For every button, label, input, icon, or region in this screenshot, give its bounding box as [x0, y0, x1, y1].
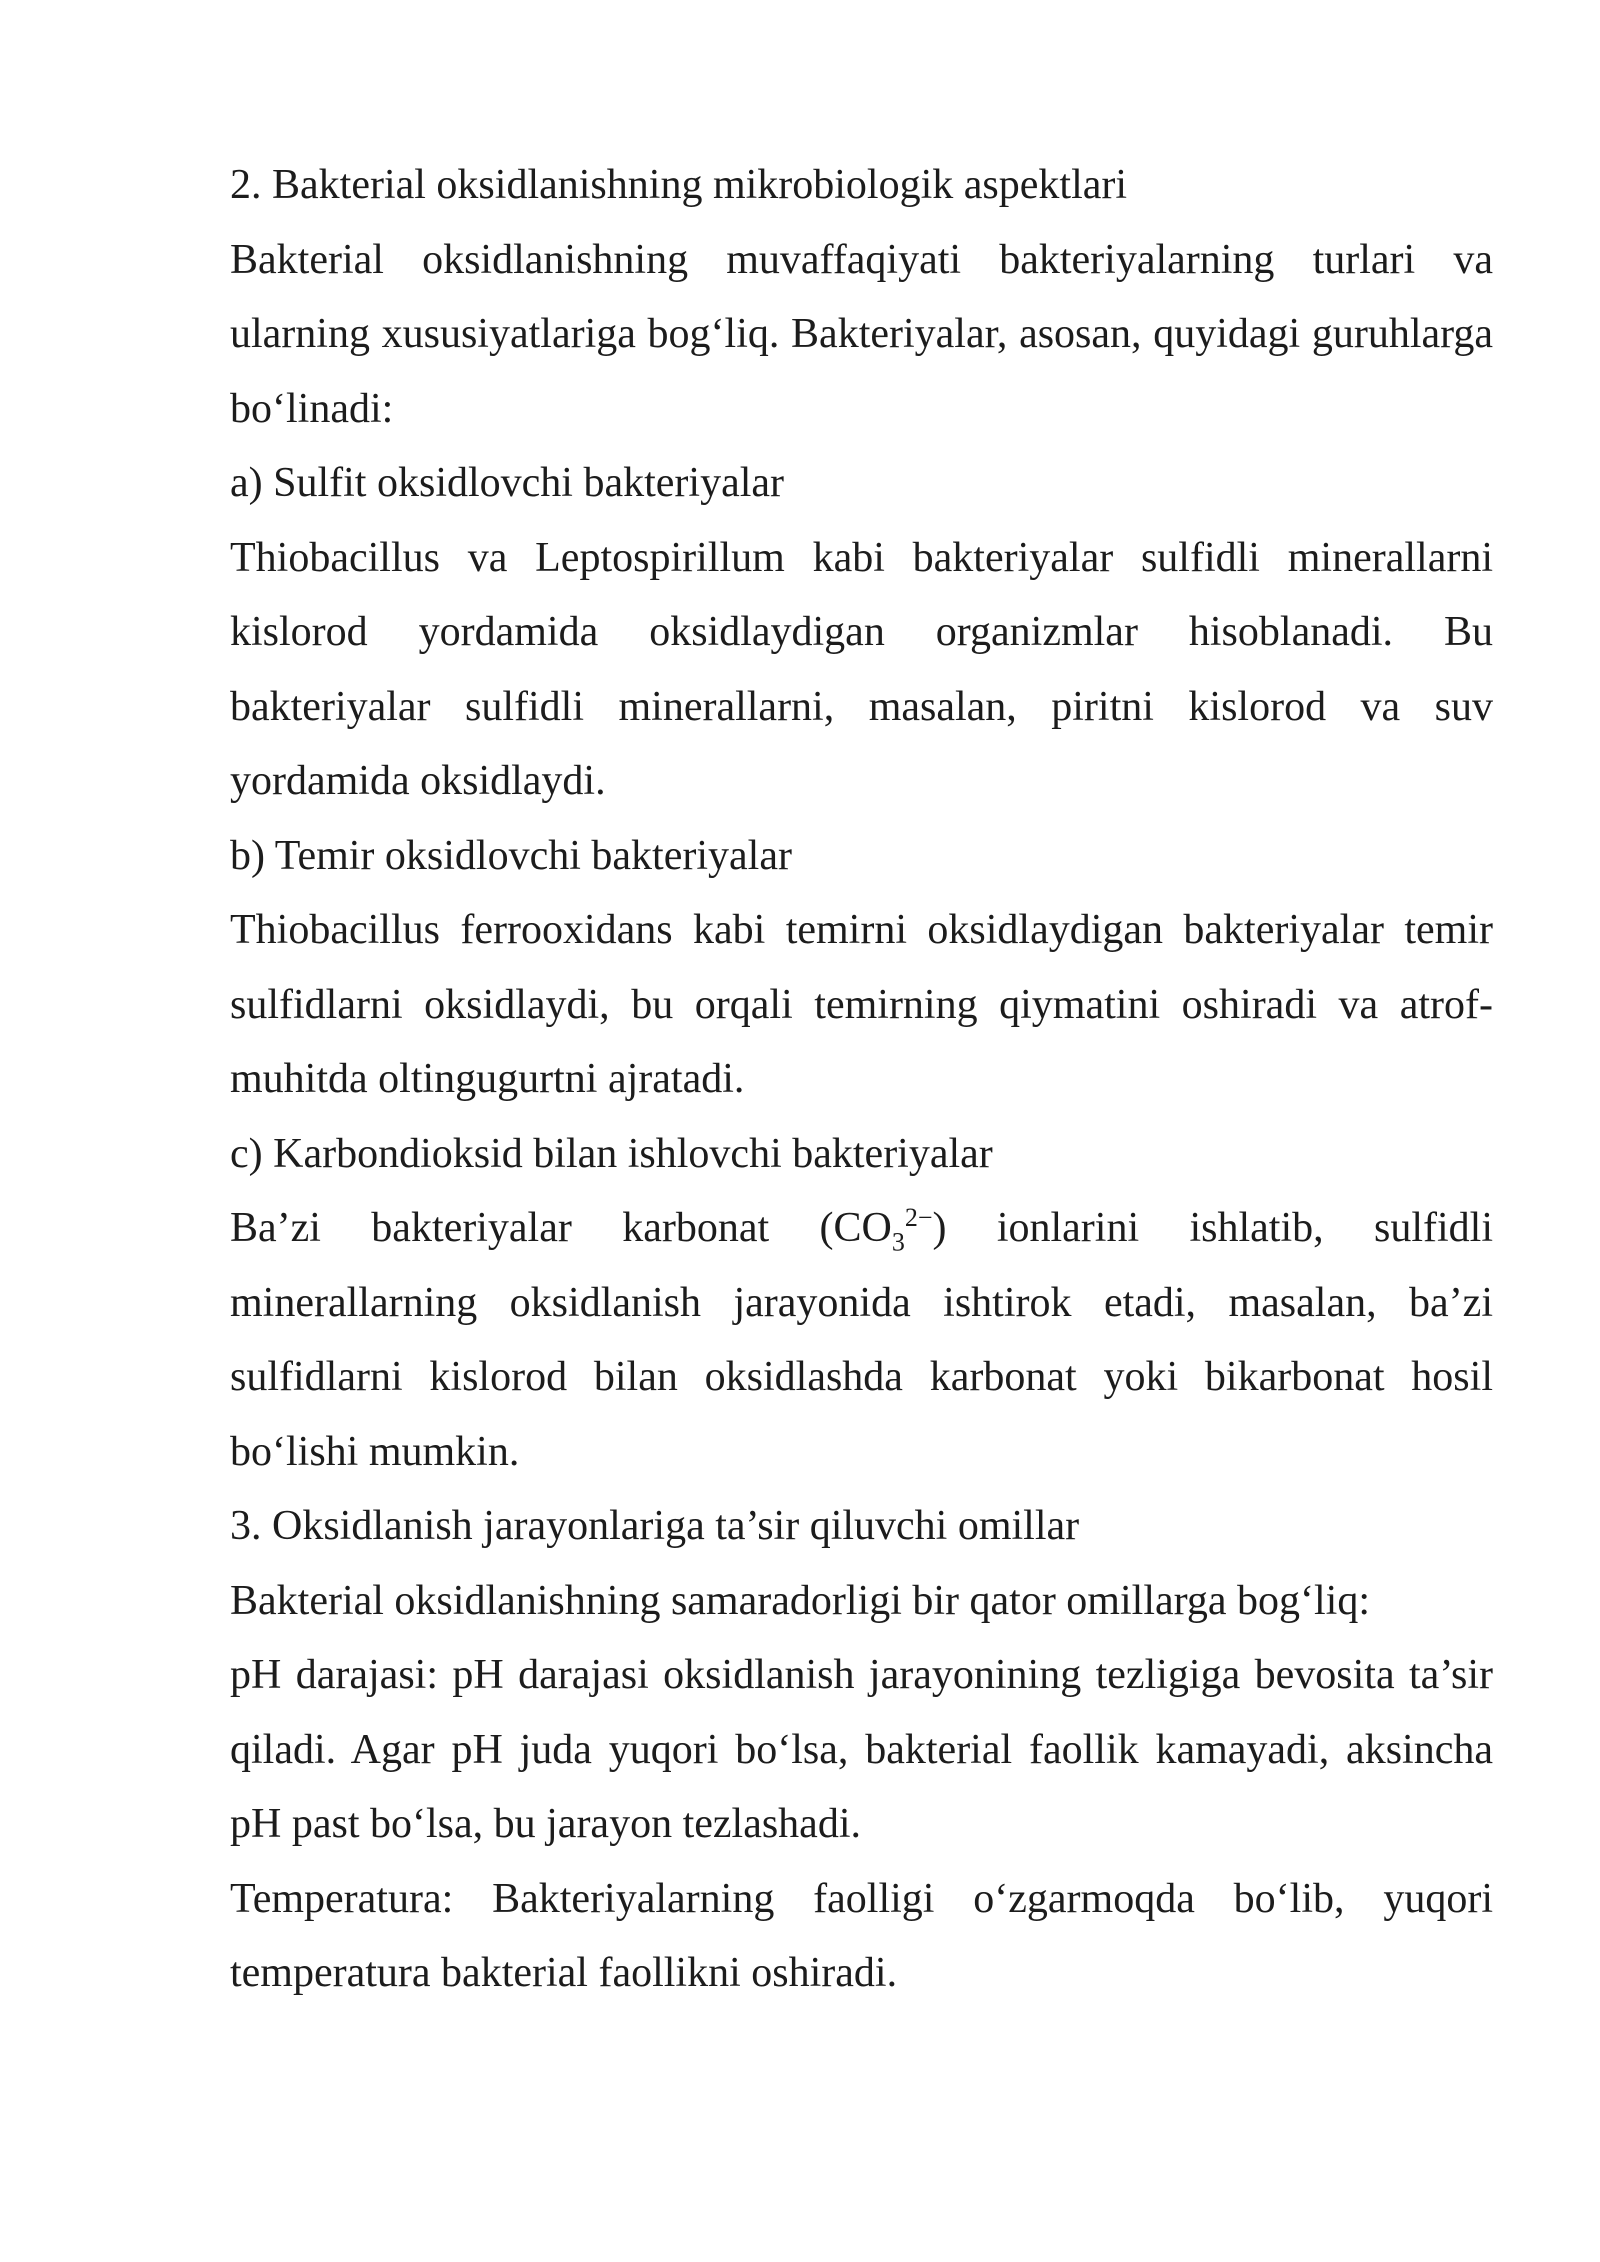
- carbonate-superscript: 2−: [904, 1203, 933, 1232]
- subsection-a-heading: a) Sulfit oksidlovchi bakteriyalar: [230, 460, 785, 506]
- section-2-intro: Bakterial oksidlanishning muvaffaqiyati bakteriyalarning turlari va ularning xususiyatlariga bog‘liq. Bakteriyalar, asosan, quyidagi guruhlarga bo‘linadi:: [230, 236, 1493, 432]
- section-2-heading: 2. Bakterial oksidlanishning mikrobiologik aspektlari: [230, 162, 1128, 208]
- section-3-heading: 3. Oksidlanish jarayonlariga ta’sir qiluvchi omillar: [230, 1503, 1080, 1549]
- subsection-c-text: [230, 1191, 1493, 1489]
- ph-factor-text: pH darajasi: pH darajasi oksidlanish jarayonining tezligiga bevosita ta’sir qiladi. Agar pH juda yuqori bo‘lsa, bakterial faollik kamayadi, aksincha pH past bo‘lsa, bu jarayon tezlashadi.: [230, 1652, 1493, 1847]
- subsection-c-text-before: Ba’zi bakteriyalar karbonat (CO: [230, 1205, 892, 1251]
- carbonate-subscript: 3: [891, 1227, 905, 1257]
- section-3-intro: Bakterial oksidlanishning samaradorligi bir qator omillarga bog‘liq:: [230, 1577, 1370, 1624]
- subsection-a-text: Thiobacillus va Leptospirillum kabi bakteriyalar sulfidli minerallarni kislorod yordamida oksidlaydigan organizmlar hisoblanadi. Bu bakteriyalar sulfidli minerallarni, masalan, piritni kislorod va suv yordamida oksidlaydi.: [230, 534, 1493, 804]
- temperature-factor-text: Temperatura: Bakteriyalarning faolligi o‘zgarmoqda bo‘lib, yuqori temperatura bakterial faollikni oshiradi.: [230, 1875, 1493, 1996]
- subsection-c-text-after: ) ionlarini ishlatib, sulfidli minerallarning oksidlanish jarayonida ishtirok etadi, masalan, ba’zi sulfidlarni kislorod bilan oksidlashda karbonat yoki bikarbonat hosil bo‘lishi mumkin.: [230, 1205, 1493, 1475]
- subsection-b-text: Thiobacillus ferrooxidans kabi temirni oksidlaydigan bakteriyalar temir sulfidlarni oksidlaydi, bu orqali temirning qiymatini oshiradi va atrof-muhitda oltingugurtni ajratadi.: [230, 907, 1493, 1102]
- document-page: [230, 148, 1493, 2011]
- subsection-b-heading: b) Temir oksidlovchi bakteriyalar: [230, 832, 792, 879]
- subsection-c-heading: c) Karbondioksid bilan ishlovchi bakteriyalar: [230, 1130, 993, 1177]
